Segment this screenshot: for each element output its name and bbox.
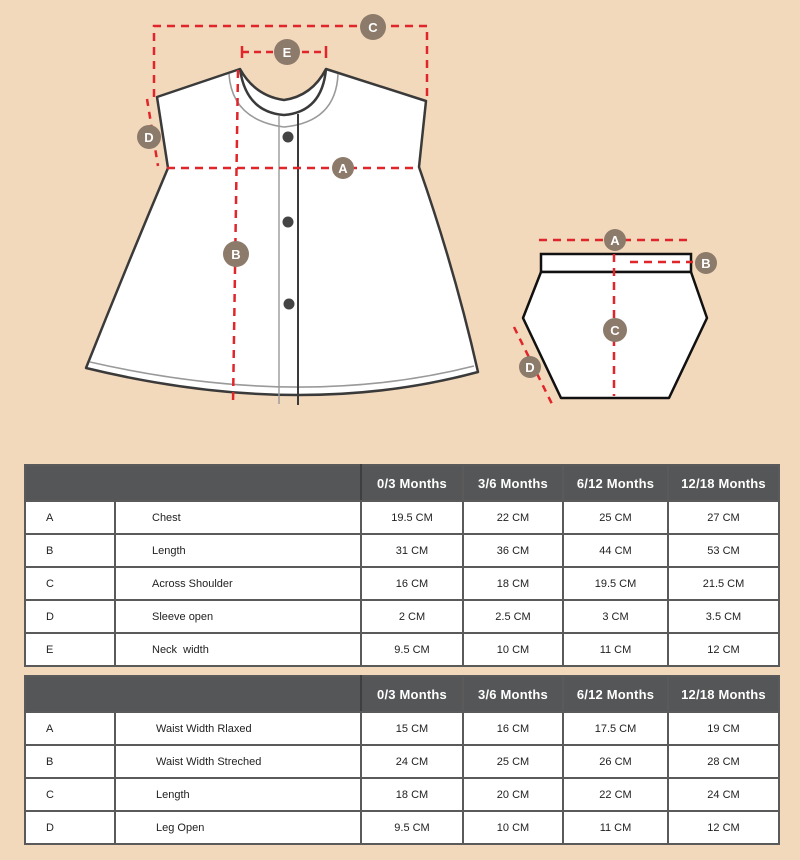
button-3 — [284, 299, 295, 310]
dress-outline — [86, 69, 478, 395]
cell-value: 10 CM — [463, 633, 563, 666]
header-6-12-months: 6/12 Months — [563, 676, 668, 712]
svg-text:D: D — [525, 360, 535, 375]
cell-value: 3 CM — [563, 600, 668, 633]
cell-value: 3.5 CM — [668, 600, 779, 633]
row-label: Neck width — [115, 633, 361, 666]
cell-value: 11 CM — [563, 811, 668, 844]
badge-a — [604, 229, 626, 251]
cell-value: 27 CM — [668, 501, 779, 534]
cell-value: 15 CM — [361, 712, 463, 745]
cell-value: 21.5 CM — [668, 567, 779, 600]
badge-c — [360, 14, 386, 40]
cell-value: 2 CM — [361, 600, 463, 633]
cell-value: 26 CM — [563, 745, 668, 778]
header-blank — [25, 465, 361, 501]
cell-value: 22 CM — [563, 778, 668, 811]
cell-value: 16 CM — [463, 712, 563, 745]
svg-text:D: D — [144, 130, 154, 145]
header-3-6-months: 3/6 Months — [463, 676, 563, 712]
svg-text:C: C — [610, 323, 620, 338]
row-code: D — [25, 811, 115, 844]
button-2 — [283, 217, 294, 228]
badge-c — [603, 318, 627, 342]
table-row — [25, 778, 779, 811]
table-row — [25, 501, 779, 534]
cell-value: 18 CM — [361, 778, 463, 811]
dress-top-diagram — [86, 14, 478, 405]
header-3-6-months: 3/6 Months — [463, 465, 563, 501]
row-code: D — [25, 600, 115, 633]
table-row — [25, 811, 779, 844]
cell-value: 9.5 CM — [361, 811, 463, 844]
cell-value: 25 CM — [463, 745, 563, 778]
table-row — [25, 534, 779, 567]
header-6-12-months: 6/12 Months — [563, 465, 668, 501]
cell-value: 19.5 CM — [361, 501, 463, 534]
row-code: A — [25, 501, 115, 534]
cell-value: 12 CM — [668, 811, 779, 844]
row-code: A — [25, 712, 115, 745]
svg-text:A: A — [338, 161, 348, 176]
table-row — [25, 712, 779, 745]
svg-text:C: C — [368, 20, 378, 35]
waistband — [541, 254, 691, 272]
cell-value: 53 CM — [668, 534, 779, 567]
cell-value: 25 CM — [563, 501, 668, 534]
row-code: C — [25, 567, 115, 600]
cell-value: 36 CM — [463, 534, 563, 567]
table-row — [25, 745, 779, 778]
svg-text:B: B — [701, 256, 711, 271]
header-0-3-months: 0/3 Months — [361, 465, 463, 501]
svg-text:A: A — [610, 233, 620, 248]
cell-value: 18 CM — [463, 567, 563, 600]
cell-value: 22 CM — [463, 501, 563, 534]
cell-value: 2.5 CM — [463, 600, 563, 633]
table-header-row — [25, 676, 779, 712]
bloomer-diagram — [514, 229, 717, 404]
cell-value: 19.5 CM — [563, 567, 668, 600]
cell-value: 12 CM — [668, 633, 779, 666]
row-label: Across Shoulder — [115, 567, 361, 600]
cell-value: 9.5 CM — [361, 633, 463, 666]
table-header-row — [25, 465, 779, 501]
bloomer-size-table — [24, 675, 780, 845]
badge-b — [223, 241, 249, 267]
badge-e — [274, 39, 300, 65]
svg-text:B: B — [231, 247, 241, 262]
badge-a — [332, 157, 354, 179]
header-0-3-months: 0/3 Months — [361, 676, 463, 712]
row-code: B — [25, 745, 115, 778]
cell-value: 44 CM — [563, 534, 668, 567]
cell-value: 16 CM — [361, 567, 463, 600]
row-label: Sleeve open — [115, 600, 361, 633]
row-label: Chest — [115, 501, 361, 534]
row-code: C — [25, 778, 115, 811]
row-label: Length — [115, 534, 361, 567]
cell-value: 28 CM — [668, 745, 779, 778]
cell-value: 11 CM — [563, 633, 668, 666]
table-row — [25, 633, 779, 666]
row-label: Waist Width Streched — [115, 745, 361, 778]
table-row — [25, 567, 779, 600]
button-1 — [283, 132, 294, 143]
row-code: E — [25, 633, 115, 666]
badge-d — [519, 356, 541, 378]
table-row — [25, 600, 779, 633]
badge-d — [137, 125, 161, 149]
cell-value: 20 CM — [463, 778, 563, 811]
badge-b — [695, 252, 717, 274]
svg-text:E: E — [282, 45, 292, 60]
row-code: B — [25, 534, 115, 567]
cell-value: 19 CM — [668, 712, 779, 745]
cell-value: 31 CM — [361, 534, 463, 567]
dress-size-table — [24, 464, 780, 667]
row-label: Length — [115, 778, 361, 811]
header-blank — [25, 676, 361, 712]
cell-value: 10 CM — [463, 811, 563, 844]
cell-value: 24 CM — [668, 778, 779, 811]
cell-value: 17.5 CM — [563, 712, 668, 745]
row-label: Waist Width Rlaxed — [115, 712, 361, 745]
row-label: Leg Open — [115, 811, 361, 844]
header-12-18-months: 12/18 Months — [668, 676, 779, 712]
cell-value: 24 CM — [361, 745, 463, 778]
header-12-18-months: 12/18 Months — [668, 465, 779, 501]
